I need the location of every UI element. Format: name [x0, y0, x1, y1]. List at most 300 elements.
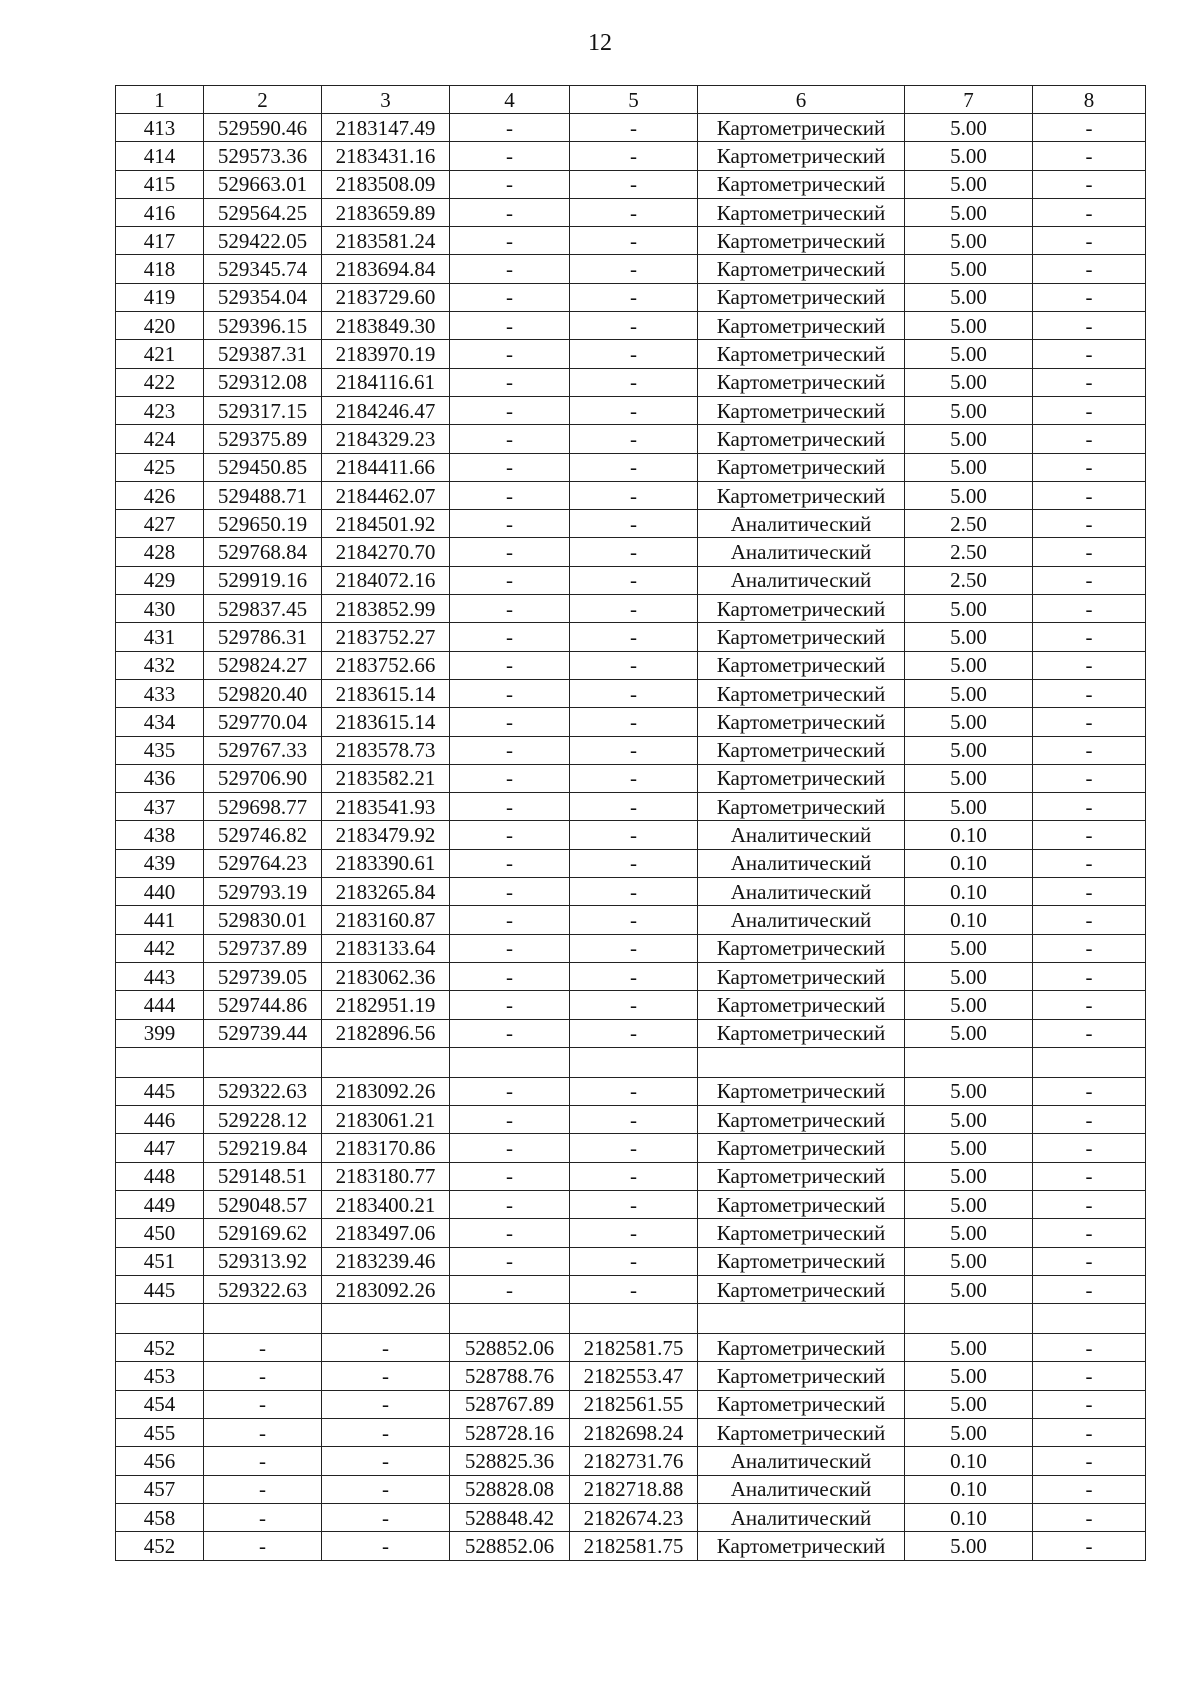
- table-cell: 529313.92: [204, 1247, 322, 1275]
- table-cell: 529820.40: [204, 679, 322, 707]
- table-cell: 529706.90: [204, 764, 322, 792]
- table-cell: -: [450, 906, 570, 934]
- table-cell: -: [570, 1162, 698, 1190]
- table-cell: -: [322, 1532, 450, 1560]
- table-cell: 426: [116, 481, 204, 509]
- table-cell: -: [450, 312, 570, 340]
- table-row: [116, 170, 1146, 198]
- table-row: [116, 1219, 1146, 1247]
- table-cell: 529663.01: [204, 170, 322, 198]
- table-cell: Картометрический: [698, 679, 905, 707]
- table-cell: -: [450, 227, 570, 255]
- table-cell: 2183752.66: [322, 651, 450, 679]
- table-cell: -: [1033, 1447, 1146, 1475]
- table-cell: 2183752.27: [322, 623, 450, 651]
- table-cell: 5.00: [905, 1390, 1033, 1418]
- table-cell: -: [450, 991, 570, 1019]
- table-cell: -: [570, 708, 698, 736]
- table-cell: -: [1033, 1077, 1146, 1105]
- table-cell: 2183849.30: [322, 312, 450, 340]
- column-header: 4: [450, 86, 570, 114]
- table-row: [116, 142, 1146, 170]
- table-cell: -: [322, 1419, 450, 1447]
- table-cell: 2183615.14: [322, 708, 450, 736]
- table-cell: [450, 1047, 570, 1077]
- table-cell: Картометрический: [698, 1334, 905, 1362]
- table-cell: 2184270.70: [322, 538, 450, 566]
- table-cell: 528767.89: [450, 1390, 570, 1418]
- table-row: [116, 1304, 1146, 1334]
- table-cell: -: [1033, 651, 1146, 679]
- table-cell: -: [1033, 312, 1146, 340]
- column-header: 1: [116, 86, 204, 114]
- table-row: [116, 1190, 1146, 1218]
- table-cell: Аналитический: [698, 1503, 905, 1531]
- table-cell: 0.10: [905, 849, 1033, 877]
- table-row: [116, 1275, 1146, 1303]
- table-cell: -: [450, 396, 570, 424]
- table-cell: -: [450, 878, 570, 906]
- table-cell: Аналитический: [698, 849, 905, 877]
- table-row: [116, 312, 1146, 340]
- table-cell: 430: [116, 595, 204, 623]
- table-row: [116, 821, 1146, 849]
- table-cell: -: [450, 849, 570, 877]
- table-cell: -: [1033, 1219, 1146, 1247]
- table-cell: -: [204, 1475, 322, 1503]
- table-cell: 2183581.24: [322, 227, 450, 255]
- table-row: [116, 736, 1146, 764]
- table-cell: -: [1033, 538, 1146, 566]
- table-cell: 2183400.21: [322, 1190, 450, 1218]
- table-cell: -: [450, 736, 570, 764]
- table-cell: -: [1033, 764, 1146, 792]
- table-cell: 2.50: [905, 566, 1033, 594]
- table-cell: -: [450, 1219, 570, 1247]
- table-cell: 529739.05: [204, 962, 322, 990]
- table-cell: 0.10: [905, 878, 1033, 906]
- table-cell: 2184411.66: [322, 453, 450, 481]
- table-cell: -: [1033, 934, 1146, 962]
- table-cell: -: [450, 821, 570, 849]
- table-cell: -: [570, 962, 698, 990]
- table-cell: 529793.19: [204, 878, 322, 906]
- table-cell: 2183180.77: [322, 1162, 450, 1190]
- table-cell: Картометрический: [698, 198, 905, 226]
- table-row: [116, 1390, 1146, 1418]
- table-cell: -: [450, 481, 570, 509]
- table-cell: 2183582.21: [322, 764, 450, 792]
- table-cell: 2183508.09: [322, 170, 450, 198]
- table-cell: -: [450, 1247, 570, 1275]
- table-cell: [204, 1047, 322, 1077]
- table-cell: -: [1033, 595, 1146, 623]
- table-cell: -: [570, 142, 698, 170]
- table-cell: -: [570, 396, 698, 424]
- table-cell: 421: [116, 340, 204, 368]
- table-cell: 529322.63: [204, 1275, 322, 1303]
- table-row: [116, 566, 1146, 594]
- table-cell: Картометрический: [698, 962, 905, 990]
- table-row: [116, 991, 1146, 1019]
- column-header: 8: [1033, 86, 1146, 114]
- table-cell: -: [570, 1190, 698, 1218]
- table-cell: 433: [116, 679, 204, 707]
- table-cell: 2183694.84: [322, 255, 450, 283]
- table-cell: -: [1033, 1247, 1146, 1275]
- table-cell: -: [1033, 1190, 1146, 1218]
- table-row: [116, 651, 1146, 679]
- table-cell: 2183147.49: [322, 114, 450, 142]
- table-cell: 0.10: [905, 1475, 1033, 1503]
- table-cell: 423: [116, 396, 204, 424]
- table-cell: 5.00: [905, 708, 1033, 736]
- table-cell: -: [450, 368, 570, 396]
- table-cell: -: [450, 538, 570, 566]
- table-cell: 529564.25: [204, 198, 322, 226]
- table-cell: 2183061.21: [322, 1106, 450, 1134]
- table-cell: -: [570, 198, 698, 226]
- table-cell: 5.00: [905, 1077, 1033, 1105]
- table-cell: 2182581.75: [570, 1334, 698, 1362]
- table-cell: 528852.06: [450, 1334, 570, 1362]
- table-cell: -: [570, 595, 698, 623]
- table-row: [116, 1532, 1146, 1560]
- table-cell: 529768.84: [204, 538, 322, 566]
- table-cell: [1033, 1304, 1146, 1334]
- table-cell: 529737.89: [204, 934, 322, 962]
- table-cell: 2182581.75: [570, 1532, 698, 1560]
- table-cell: -: [1033, 1390, 1146, 1418]
- table-cell: 414: [116, 142, 204, 170]
- table-cell: Картометрический: [698, 170, 905, 198]
- table-cell: 445: [116, 1275, 204, 1303]
- table-cell: 5.00: [905, 396, 1033, 424]
- table-cell: 5.00: [905, 453, 1033, 481]
- table-row: [116, 679, 1146, 707]
- table-cell: -: [450, 170, 570, 198]
- table-cell: 418: [116, 255, 204, 283]
- table-cell: 425: [116, 453, 204, 481]
- table-cell: 528848.42: [450, 1503, 570, 1531]
- table-cell: 5.00: [905, 170, 1033, 198]
- table-cell: Картометрический: [698, 736, 905, 764]
- table-cell: -: [450, 623, 570, 651]
- table-cell: 0.10: [905, 1503, 1033, 1531]
- table-cell: -: [570, 1019, 698, 1047]
- table-cell: 529312.08: [204, 368, 322, 396]
- table-cell: -: [1033, 906, 1146, 934]
- table-row: [116, 114, 1146, 142]
- table-cell: 455: [116, 1419, 204, 1447]
- table-cell: -: [1033, 198, 1146, 226]
- table-cell: Картометрический: [698, 1247, 905, 1275]
- table-cell: [698, 1304, 905, 1334]
- table-cell: [905, 1304, 1033, 1334]
- table-cell: 5.00: [905, 1019, 1033, 1047]
- table-cell: -: [1033, 255, 1146, 283]
- table-cell: -: [322, 1503, 450, 1531]
- table-cell: -: [450, 1019, 570, 1047]
- table-cell: Картометрический: [698, 255, 905, 283]
- table-cell: Картометрический: [698, 1190, 905, 1218]
- table-cell: 5.00: [905, 1247, 1033, 1275]
- table-cell: 5.00: [905, 623, 1033, 651]
- table-cell: -: [1033, 708, 1146, 736]
- table-cell: [116, 1047, 204, 1077]
- table-cell: Картометрический: [698, 708, 905, 736]
- table-cell: -: [450, 1162, 570, 1190]
- table-cell: 438: [116, 821, 204, 849]
- table-cell: -: [1033, 283, 1146, 311]
- table-row: [116, 708, 1146, 736]
- table-cell: 5.00: [905, 114, 1033, 142]
- table-cell: 417: [116, 227, 204, 255]
- table-cell: -: [570, 764, 698, 792]
- column-header: 3: [322, 86, 450, 114]
- table-cell: 2183133.64: [322, 934, 450, 962]
- table-cell: Картометрический: [698, 1134, 905, 1162]
- table-cell: 529387.31: [204, 340, 322, 368]
- table-cell: -: [1033, 1106, 1146, 1134]
- table-cell: 2183541.93: [322, 793, 450, 821]
- table-cell: -: [1033, 679, 1146, 707]
- table-cell: Картометрический: [698, 651, 905, 679]
- table-cell: 5.00: [905, 312, 1033, 340]
- table-cell: -: [570, 368, 698, 396]
- table-cell: Картометрический: [698, 283, 905, 311]
- table-cell: Картометрический: [698, 595, 905, 623]
- table-cell: 457: [116, 1475, 204, 1503]
- table-row: [116, 764, 1146, 792]
- table-cell: -: [322, 1475, 450, 1503]
- table-cell: Аналитический: [698, 878, 905, 906]
- table-cell: -: [204, 1447, 322, 1475]
- table-row: [116, 340, 1146, 368]
- table-cell: -: [204, 1362, 322, 1390]
- table-cell: 2183615.14: [322, 679, 450, 707]
- table-cell: Картометрический: [698, 312, 905, 340]
- table-cell: 2183092.26: [322, 1077, 450, 1105]
- table-cell: Картометрический: [698, 764, 905, 792]
- table-row: [116, 396, 1146, 424]
- table-cell: 2182553.47: [570, 1362, 698, 1390]
- table-cell: 5.00: [905, 764, 1033, 792]
- table-cell: 529830.01: [204, 906, 322, 934]
- table-cell: -: [1033, 1134, 1146, 1162]
- table-cell: [698, 1047, 905, 1077]
- table-cell: Картометрический: [698, 1019, 905, 1047]
- table-cell: Аналитический: [698, 1475, 905, 1503]
- table-cell: [116, 1304, 204, 1334]
- table-row: [116, 1162, 1146, 1190]
- table-cell: 2182718.88: [570, 1475, 698, 1503]
- table-cell: 450: [116, 1219, 204, 1247]
- table-body: [116, 114, 1146, 1561]
- table-cell: Картометрический: [698, 114, 905, 142]
- table-cell: 5.00: [905, 1219, 1033, 1247]
- table-cell: 529764.23: [204, 849, 322, 877]
- table-cell: 5.00: [905, 142, 1033, 170]
- table-cell: -: [1033, 1019, 1146, 1047]
- table-cell: Картометрический: [698, 793, 905, 821]
- table-cell: Аналитический: [698, 538, 905, 566]
- table-cell: -: [1033, 481, 1146, 509]
- table-cell: 453: [116, 1362, 204, 1390]
- table-cell: -: [450, 453, 570, 481]
- table-cell: -: [570, 227, 698, 255]
- table-cell: -: [322, 1362, 450, 1390]
- table-cell: 5.00: [905, 679, 1033, 707]
- table-cell: -: [450, 764, 570, 792]
- table-cell: -: [570, 340, 698, 368]
- table-cell: 2183239.46: [322, 1247, 450, 1275]
- table-cell: 529148.51: [204, 1162, 322, 1190]
- table-cell: 5.00: [905, 1419, 1033, 1447]
- table-cell: 5.00: [905, 1532, 1033, 1560]
- table-cell: -: [450, 283, 570, 311]
- table-cell: 5.00: [905, 425, 1033, 453]
- table-cell: -: [570, 481, 698, 509]
- table-cell: -: [570, 170, 698, 198]
- table-cell: -: [322, 1447, 450, 1475]
- table-cell: 5.00: [905, 793, 1033, 821]
- table-cell: 2184246.47: [322, 396, 450, 424]
- table-cell: 428: [116, 538, 204, 566]
- table-cell: -: [1033, 1162, 1146, 1190]
- column-header: 6: [698, 86, 905, 114]
- table-cell: 528828.08: [450, 1475, 570, 1503]
- table-cell: 529786.31: [204, 623, 322, 651]
- table-cell: Картометрический: [698, 991, 905, 1019]
- table-cell: 2182674.23: [570, 1503, 698, 1531]
- table-cell: 529422.05: [204, 227, 322, 255]
- table-cell: 445: [116, 1077, 204, 1105]
- table-cell: -: [1033, 1362, 1146, 1390]
- table-cell: Аналитический: [698, 906, 905, 934]
- table-row: [116, 878, 1146, 906]
- table-cell: 529322.63: [204, 1077, 322, 1105]
- table-cell: 529919.16: [204, 566, 322, 594]
- table-cell: 0.10: [905, 821, 1033, 849]
- table-cell: 528728.16: [450, 1419, 570, 1447]
- table-cell: -: [204, 1532, 322, 1560]
- table-cell: -: [1033, 396, 1146, 424]
- table-cell: 2182951.19: [322, 991, 450, 1019]
- table-cell: 5.00: [905, 1362, 1033, 1390]
- table-cell: 416: [116, 198, 204, 226]
- table-cell: 2184501.92: [322, 510, 450, 538]
- table-cell: -: [1033, 453, 1146, 481]
- table-cell: -: [450, 425, 570, 453]
- table-cell: 439: [116, 849, 204, 877]
- table-cell: 529488.71: [204, 481, 322, 509]
- table-row: [116, 623, 1146, 651]
- table-cell: Картометрический: [698, 368, 905, 396]
- table-cell: 0.10: [905, 906, 1033, 934]
- table-cell: -: [450, 679, 570, 707]
- table-cell: 2184462.07: [322, 481, 450, 509]
- table-row: [116, 595, 1146, 623]
- table-row: [116, 1019, 1146, 1047]
- table-cell: -: [450, 1134, 570, 1162]
- table-cell: 5.00: [905, 340, 1033, 368]
- page-number: 12: [588, 30, 612, 56]
- table-cell: -: [570, 934, 698, 962]
- table-cell: -: [570, 1219, 698, 1247]
- table-cell: -: [570, 1077, 698, 1105]
- table-cell: 529375.89: [204, 425, 322, 453]
- table-cell: 2182561.55: [570, 1390, 698, 1418]
- table-cell: 529824.27: [204, 651, 322, 679]
- table-cell: 2183062.36: [322, 962, 450, 990]
- table-cell: -: [1033, 1503, 1146, 1531]
- table-cell: -: [1033, 114, 1146, 142]
- table-cell: 5.00: [905, 595, 1033, 623]
- table-cell: 422: [116, 368, 204, 396]
- table-cell: Картометрический: [698, 1219, 905, 1247]
- table-cell: 2183970.19: [322, 340, 450, 368]
- table-cell: -: [450, 708, 570, 736]
- table-cell: 529767.33: [204, 736, 322, 764]
- table-cell: -: [1033, 170, 1146, 198]
- table-cell: 413: [116, 114, 204, 142]
- table-cell: -: [570, 114, 698, 142]
- table-cell: 5.00: [905, 255, 1033, 283]
- table-cell: -: [570, 1275, 698, 1303]
- table-cell: 2183265.84: [322, 878, 450, 906]
- table-cell: 452: [116, 1532, 204, 1560]
- table-cell: Аналитический: [698, 1447, 905, 1475]
- table-cell: 529698.77: [204, 793, 322, 821]
- column-header: 5: [570, 86, 698, 114]
- table-cell: -: [570, 510, 698, 538]
- table-cell: Картометрический: [698, 340, 905, 368]
- table-cell: 449: [116, 1190, 204, 1218]
- table-cell: 529573.36: [204, 142, 322, 170]
- table-cell: 2182698.24: [570, 1419, 698, 1447]
- table-cell: -: [1033, 878, 1146, 906]
- table-cell: -: [1033, 1532, 1146, 1560]
- table-row: [116, 453, 1146, 481]
- table-cell: [905, 1047, 1033, 1077]
- table-cell: -: [450, 962, 570, 990]
- table-cell: -: [1033, 623, 1146, 651]
- coordinates-table: [115, 85, 1146, 1561]
- table-cell: -: [450, 340, 570, 368]
- table-cell: -: [1033, 142, 1146, 170]
- table-cell: -: [570, 878, 698, 906]
- table-cell: 529317.15: [204, 396, 322, 424]
- table-cell: [204, 1304, 322, 1334]
- table-cell: 427: [116, 510, 204, 538]
- table-cell: Картометрический: [698, 142, 905, 170]
- table-cell: 528852.06: [450, 1532, 570, 1560]
- table-cell: 434: [116, 708, 204, 736]
- table-row: [116, 425, 1146, 453]
- table-cell: Картометрический: [698, 396, 905, 424]
- table-row: [116, 198, 1146, 226]
- table-cell: Картометрический: [698, 1106, 905, 1134]
- table-cell: 436: [116, 764, 204, 792]
- table-cell: 420: [116, 312, 204, 340]
- table-cell: 440: [116, 878, 204, 906]
- table-cell: 419: [116, 283, 204, 311]
- table-cell: Картометрический: [698, 623, 905, 651]
- table-cell: 5.00: [905, 1106, 1033, 1134]
- table-cell: 529396.15: [204, 312, 322, 340]
- table-cell: 2183852.99: [322, 595, 450, 623]
